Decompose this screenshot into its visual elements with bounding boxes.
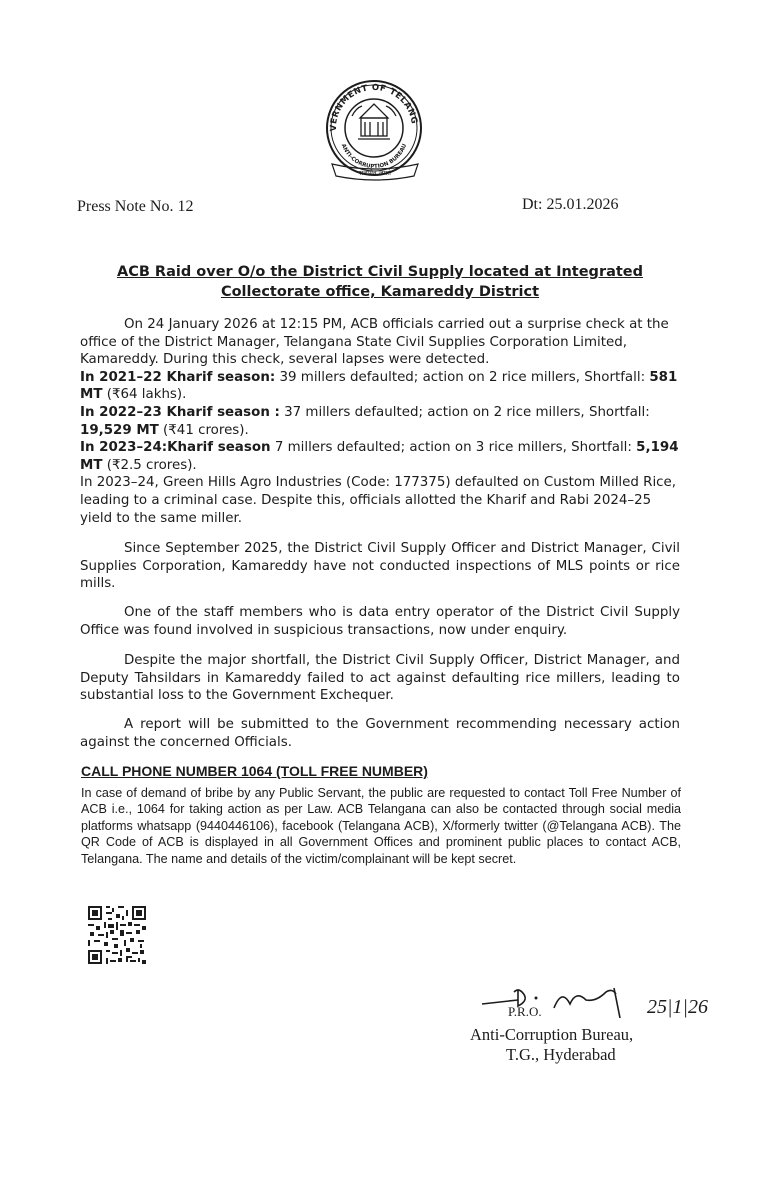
seal-bottom-text: ANTI-CORRUPTION BUREAU [339,143,409,171]
season-label: In 2023–24:Kharif season [80,440,271,456]
press-note-number: Press Note No. 12 [77,198,194,215]
season-shortfall: 5,194 MT [80,440,679,473]
paragraph-inspections: Since September 2025, the District Civil Supply Officer and District Manager, Civil Supplies Corporation, Kamareddy have not conducted inspections of MLS points or rice mills. [80,541,680,592]
season-detail: 37 millers defaulted; action on 2 rice millers, Shortfall: [279,404,650,420]
paragraph-shortfall: Despite the major shortfall, the District Civil Supply Officer, District Manager, and Deputy Tahsildars in Kamareddy failed to act against defaulting rice millers, leading to substantial loss to the Government Exchequer. [80,653,680,704]
green-hills-paragraph: In 2023–24, Green Hills Agro Industries (Code: 177375) defaulted on Custom Milled Rice, leading to a criminal case. Despite this, officials allotted the Kharif and Rabi 2024–25 yield to the same miller. [80,475,677,526]
seal-ribbon [330,158,420,182]
signatory-designation: P.R.O. [508,1004,542,1019]
season-2021-22 [80,369,680,404]
seal-motto: सत्यमेव जयते [359,169,391,177]
season-detail: 7 millers defaulted; action on 3 rice millers, Shortfall: [270,440,637,456]
title-line-2: Collectorate office, Kamareddy District [220,284,540,300]
signatory-office: Anti-Corruption Bureau, [470,1025,634,1044]
season-shortfall: 19,529 MT [80,422,159,438]
acb-qr-code-icon [88,906,146,964]
season-2023-24 [80,439,680,474]
season-amount: (₹2.5 crores). [102,457,197,473]
signatory-city: T.G., Hyderabad [506,1045,616,1064]
emblem-icon [352,104,396,139]
title-line-1: ACB Raid over O/o the District Civil Supply located at Integrated [116,264,644,280]
season-amount: (₹41 crores). [158,422,249,438]
seal-top-text: VERNMENT OF TELANG [328,82,419,132]
season-label: In 2021–22 Kharif season: [80,369,276,385]
toll-free-text: In case of demand of bribe by any Public Servant, the public are requested to contact Toll Free Number of ACB i.e., 1064 for taking action as per Law. ACB Telangana can also be contacted through social media platforms whatsapp (9440446106), facebook (Telangana ACB), X/formerly twitter (@Telangana ACB). The QR Code of ACB is displayed in all Government Offices and prominent public places to contact ACB, Telangana. The name and details of the victim/complainant will be kept secret. [81,786,681,866]
intro-paragraph: On 24 January 2026 at 12:15 PM, ACB officials carried out a surprise check at the office of the District Manager, Telangana State Civil Supplies Corporation Limited, Kamareddy. During this check, several lapses were detected. [80,317,669,368]
season-amount: (₹64 lakhs). [102,387,187,403]
season-label: In 2022–23 Kharif season : [80,404,280,420]
season-2022-23 [80,404,680,439]
season-shortfall: 581 MT [80,369,678,403]
season-detail: 39 millers defaulted; action on 2 rice millers, Shortfall: [275,369,650,385]
press-note-date: Dt: 25.01.2026 [522,196,619,213]
paragraph-report: A report will be submitted to the Government recommending necessary action against the concerned Officials. [80,717,680,750]
intro-block [80,316,680,527]
toll-free-heading: CALL PHONE NUMBER 1064 (TOLL FREE NUMBER) [81,763,428,779]
handwritten-date: 25|1|26 [647,996,708,1018]
paragraph-staff-enquiry: One of the staff members who is data entry operator of the District Civil Supply Office was found involved in suspicious transactions, now under enquiry. [80,605,680,638]
page-title [100,262,660,302]
